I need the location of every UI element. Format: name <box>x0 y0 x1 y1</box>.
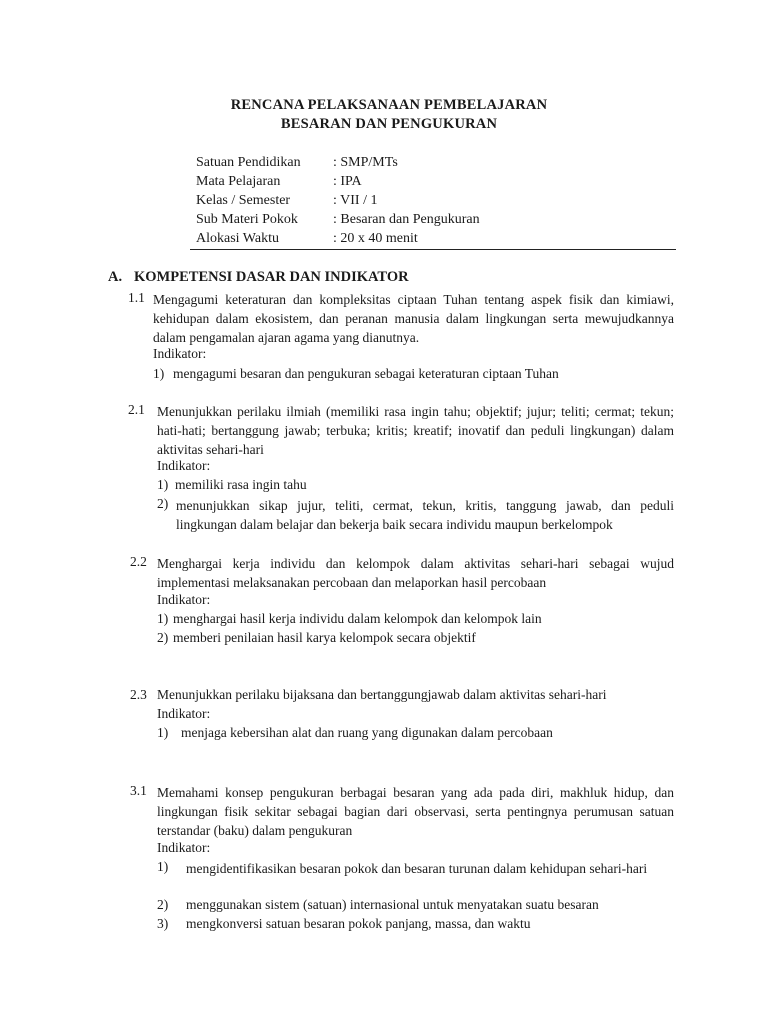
indikator-label: Indikator: <box>157 840 211 855</box>
indikator-text: menjaga kebersihan alat dan ruang yang digunakan dalam percobaan <box>181 725 553 740</box>
section-title: KOMPETENSI DASAR DAN INDIKATOR <box>134 269 409 285</box>
indikator-text: menunjukkan sikap jujur, teliti, cermat, tekun, kritis, tanggung jawab, dan peduli lingkungan dalam belajar dan bekerja baik secara individu maupun berkelompok <box>176 498 674 532</box>
kd-text: Menunjukkan perilaku bijaksana dan bertanggungjawab dalam aktivitas sehari-hari <box>157 687 607 702</box>
kd-text: Memahami konsep pengukuran berbagai besaran yang ada pada diri, makhluk hidup, dan lingkungan fisik sekitar sebagai bagian dari observasi, serta pentingnya perumusan satuan terstandar (baku) dalam pengukuran <box>157 785 674 838</box>
indikator-number: 1) <box>157 725 169 740</box>
indikator-label: Indikator: <box>153 346 207 361</box>
kd-number: 2.1 <box>128 402 145 417</box>
document-title-line-2: BESARAN DAN PENGUKURAN <box>280 116 498 132</box>
kd-number: 2.3 <box>130 687 147 702</box>
kd-number: 2.2 <box>130 554 147 569</box>
indikator-number: 2) <box>157 630 169 645</box>
kd-text: Mengagumi keteraturan dan kompleksitas ciptaan Tuhan tentang aspek fisik dan kimiawi, kehidupan dalam ekosistem, dan peranan manusia dalam lingkungan serta mewujudkannya dalam pengamalan ajaran agama yang dianutnya. <box>153 292 674 345</box>
kd-number: 3.1 <box>130 783 147 798</box>
indikator-number: 3) <box>157 916 169 931</box>
meta-value-alokasi: : 20 x 40 menit <box>333 231 418 246</box>
indikator-label: Indikator: <box>157 706 211 721</box>
indikator-number: 1) <box>157 859 169 874</box>
meta-value-satuan: : SMP/MTs <box>333 155 398 170</box>
meta-label-submateri: Sub Materi Pokok <box>196 212 298 227</box>
indikator-number: 2) <box>157 897 169 912</box>
indikator-text: mengidentifikasikan besaran pokok dan besaran turunan dalam kehidupan sehari-hari <box>186 861 648 876</box>
meta-value-mapel: : IPA <box>333 174 362 189</box>
meta-label-satuan: Satuan Pendidikan <box>196 155 301 170</box>
meta-value-submateri: : Besaran dan Pengukuran <box>333 212 480 227</box>
meta-label-alokasi: Alokasi Waktu <box>196 231 279 246</box>
indikator-text: mengagumi besaran dan pengukuran sebagai keteraturan ciptaan Tuhan <box>173 366 559 381</box>
indikator-label: Indikator: <box>157 458 211 473</box>
kd-text: Menghargai kerja individu dan kelompok dalam aktivitas sehari-hari sebagai wujud implementasi melaksanakan percobaan dan melaporkan hasil percobaan <box>157 556 674 590</box>
indikator-text: menggunakan sistem (satuan) internasional untuk menyatakan suatu besaran <box>186 897 599 912</box>
indikator-number: 2) <box>157 496 169 511</box>
indikator-text: mengkonversi satuan besaran pokok panjang, massa, dan waktu <box>186 916 531 931</box>
meta-value-kelas: : VII / 1 <box>333 193 378 208</box>
kd-text: Menunjukkan perilaku ilmiah (memiliki rasa ingin tahu; objektif; jujur; teliti; cermat; tekun; hati-hati; bertanggung jawab; terbuka; kritis; kreatif; inovatif dan peduli lingkungan) dalam aktivitas sehari-hari <box>157 404 674 457</box>
indikator-text: memiliki rasa ingin tahu <box>175 477 307 492</box>
header-divider <box>190 249 676 250</box>
document-title-line-1: RENCANA PELAKSANAAN PEMBELAJARAN <box>230 97 548 113</box>
indikator-label: Indikator: <box>157 592 211 607</box>
section-letter: A. <box>108 269 123 285</box>
meta-label-kelas: Kelas / Semester <box>196 193 291 208</box>
indikator-number: 1) <box>157 477 169 492</box>
kd-number: 1.1 <box>128 290 145 305</box>
indikator-text: menghargai hasil kerja individu dalam kelompok dan kelompok lain <box>173 611 542 626</box>
meta-label-mapel: Mata Pelajaran <box>196 174 281 189</box>
indikator-text: memberi penilaian hasil karya kelompok secara objektif <box>173 630 476 645</box>
indikator-number: 1) <box>153 366 165 381</box>
indikator-number: 1) <box>157 611 169 626</box>
